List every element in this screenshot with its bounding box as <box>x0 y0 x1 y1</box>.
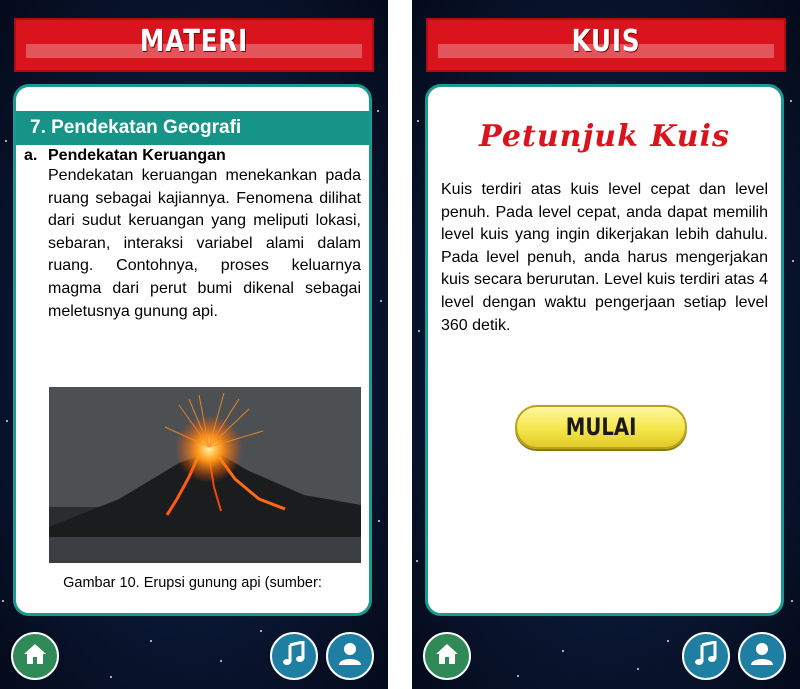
quiz-panel <box>425 84 784 616</box>
material-content <box>24 147 361 323</box>
start-button[interactable] <box>515 405 687 449</box>
image-caption: Gambar 10. Erupsi gunung api (sumber: <box>63 575 322 591</box>
screen-title: KUIS <box>571 24 641 59</box>
profile-button[interactable] <box>326 632 374 680</box>
materi-screen <box>0 0 388 689</box>
image-caption-continuation <box>16 595 369 601</box>
home-button[interactable] <box>11 632 59 680</box>
material-paragraph: Pendekatan keruangan menekankan pada ruang sebagai kajiannya. Fenomena dilihat dari sudut keruangan yang meliputi lokasi, sebaran, interaksi variabel alami dalam ruang. Contohnya, proses keluarnya magma dari perut bumi dikenal sebagai meletusnya gunung api. <box>48 167 361 320</box>
material-panel[interactable] <box>13 84 372 616</box>
music-button[interactable] <box>270 632 318 680</box>
section-heading: 7. Pendekatan Geografi <box>16 111 369 145</box>
user-icon <box>337 641 363 672</box>
kuis-screen <box>412 0 800 689</box>
title-bar <box>426 18 786 72</box>
profile-button[interactable] <box>738 632 786 680</box>
volcano-eruption-image <box>49 387 361 563</box>
screen-title: MATERI <box>139 24 249 59</box>
quiz-heading: Petunjuk Kuis <box>479 119 730 154</box>
quiz-instructions: Kuis terdiri atas kuis level cepat dan level penuh. Pada level cepat, anda dapat memilih level kuis yang ingin dikerjakan lebih dahulu. Pada level penuh, anda harus mengerjakan kuis secara berurutan. Level kuis terdiri atas 4 level dengan waktu pengerjaan setiap level 360 detik. <box>441 181 768 334</box>
list-marker: a. <box>24 147 38 164</box>
music-note-icon <box>694 641 718 672</box>
user-icon <box>749 641 775 672</box>
home-icon <box>434 642 460 671</box>
music-button[interactable] <box>682 632 730 680</box>
music-note-icon <box>282 641 306 672</box>
title-bar <box>14 18 374 72</box>
sub-heading <box>24 147 361 165</box>
home-button[interactable] <box>423 632 471 680</box>
start-button-label: MULAI <box>565 413 637 441</box>
sub-heading-text: Pendekatan Keruangan <box>48 147 226 164</box>
home-icon <box>22 642 48 671</box>
